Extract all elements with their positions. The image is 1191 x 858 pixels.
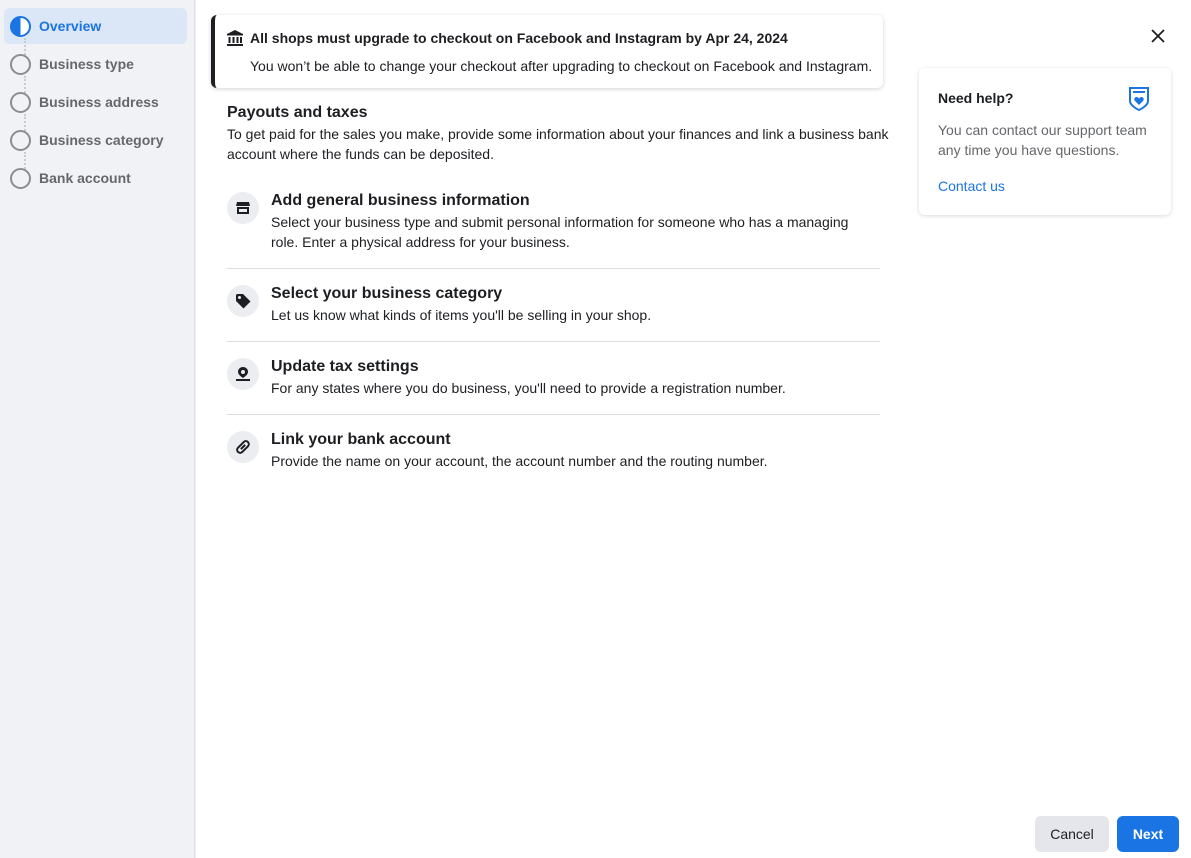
help-title: Need help? bbox=[938, 90, 1014, 106]
task-description: For any states where you do business, you'll need to provide a registration number. bbox=[271, 380, 786, 396]
step-list bbox=[4, 8, 187, 198]
task-tax-settings bbox=[227, 358, 880, 398]
divider bbox=[227, 341, 880, 342]
close-button[interactable] bbox=[1146, 24, 1170, 48]
section-title: Payouts and taxes bbox=[227, 104, 368, 121]
task-description: Select your business type and submit personal information for someone who has a managing role. Enter a physical address for your business. bbox=[271, 214, 849, 250]
divider bbox=[227, 414, 880, 415]
step-label: Business category bbox=[39, 132, 164, 148]
step-business-type[interactable] bbox=[4, 46, 187, 82]
tag-icon bbox=[227, 285, 259, 317]
task-description: Let us know what kinds of items you'll be selling in your shop. bbox=[271, 307, 652, 323]
help-description: You can contact our support team any time you have questions. bbox=[938, 122, 1147, 158]
step-empty-circle-icon bbox=[10, 92, 31, 113]
step-label: Business address bbox=[39, 94, 159, 110]
step-half-filled-icon bbox=[10, 16, 31, 37]
cancel-button[interactable]: Cancel bbox=[1035, 816, 1109, 852]
task-description: Provide the name on your account, the account number and the routing number. bbox=[271, 453, 768, 469]
task-title: Select your business category bbox=[271, 285, 503, 302]
step-empty-circle-icon bbox=[10, 130, 31, 151]
divider bbox=[227, 268, 880, 269]
location-pin-icon bbox=[227, 358, 259, 390]
task-bank-account bbox=[227, 431, 880, 471]
step-business-category[interactable] bbox=[4, 122, 187, 158]
task-business-category bbox=[227, 285, 880, 325]
task-title: Link your bank account bbox=[271, 431, 451, 448]
bank-icon bbox=[226, 29, 244, 47]
step-empty-circle-icon bbox=[10, 54, 31, 75]
upgrade-banner bbox=[211, 15, 883, 88]
sidebar bbox=[0, 0, 195, 858]
link-icon bbox=[227, 431, 259, 463]
storefront-icon bbox=[227, 192, 259, 224]
next-button[interactable]: Next bbox=[1117, 816, 1179, 852]
contact-us-link[interactable]: Contact us bbox=[938, 178, 1005, 194]
task-title: Add general business information bbox=[271, 192, 530, 209]
task-title: Update tax settings bbox=[271, 358, 419, 375]
step-business-address[interactable] bbox=[4, 84, 187, 120]
task-general-business-info bbox=[227, 192, 880, 252]
banner-description: You won’t be able to change your checkout after upgrading to checkout on Facebook and Instagram. bbox=[250, 58, 873, 74]
step-label: Overview bbox=[39, 18, 102, 34]
banner-title: All shops must upgrade to checkout on Facebook and Instagram by Apr 24, 2024 bbox=[250, 30, 788, 46]
step-bank-account[interactable] bbox=[4, 160, 187, 196]
main-panel bbox=[196, 0, 1191, 858]
shield-heart-icon bbox=[1128, 86, 1150, 112]
step-label: Business type bbox=[39, 56, 134, 72]
step-overview[interactable] bbox=[4, 8, 187, 44]
section-description: To get paid for the sales you make, provide some information about your finances and link a business bank account where the funds can be deposited. bbox=[227, 126, 889, 162]
help-card bbox=[919, 68, 1171, 215]
close-icon bbox=[1151, 29, 1165, 43]
step-empty-circle-icon bbox=[10, 168, 31, 189]
step-label: Bank account bbox=[39, 170, 131, 186]
